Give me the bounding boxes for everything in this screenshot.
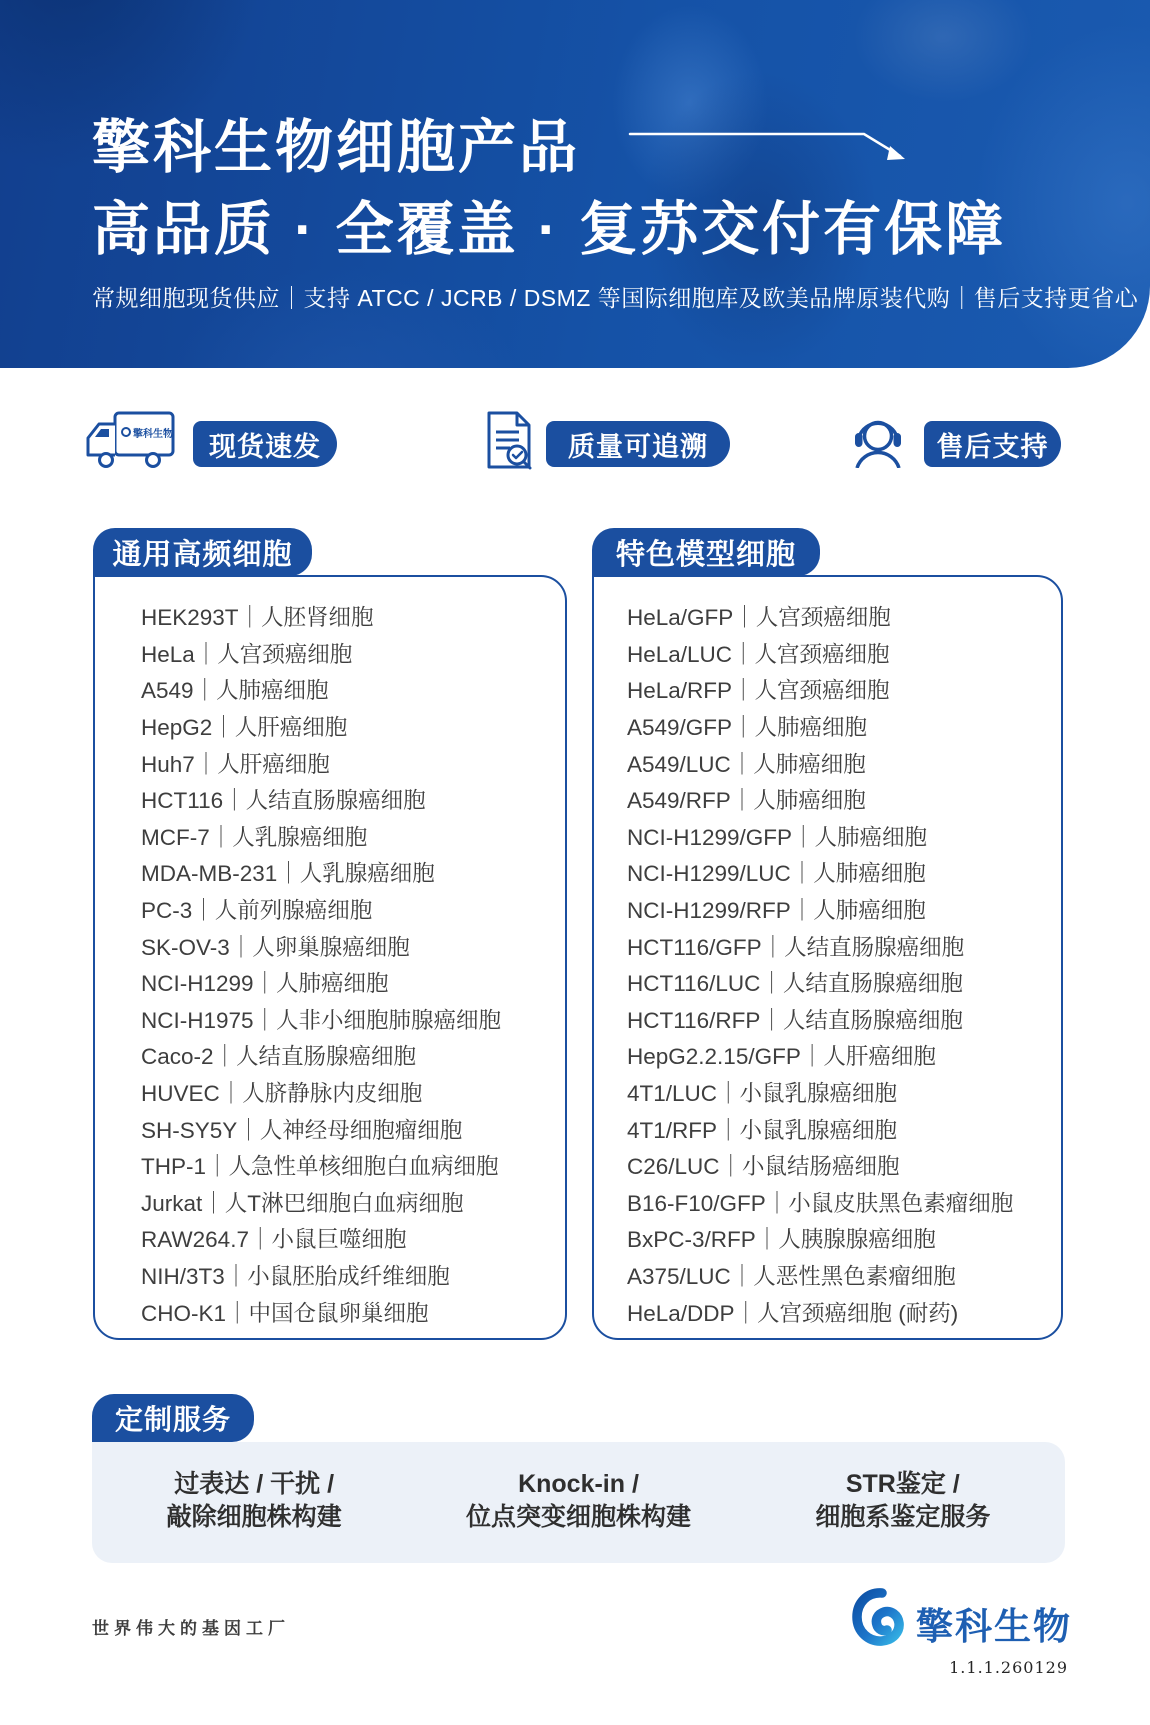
cell-list-item: NCI-H1299/GFP｜人肺癌细胞: [627, 824, 928, 850]
service-overexpression: [92, 1442, 416, 1563]
cell-list-item: MCF-7｜人乳腺癌细胞: [141, 824, 368, 850]
cell-list-item: HeLa/GFP｜人宫颈癌细胞: [627, 605, 891, 631]
service-line: 位点突变细胞株构建: [465, 1503, 691, 1531]
cell-list-item: PC-3｜人前列腺癌细胞: [141, 898, 373, 924]
cell-list-item: NCI-H1299/LUC｜人肺癌细胞: [627, 861, 926, 887]
cell-list-item: HEK293T｜人胚肾细胞: [141, 605, 374, 631]
cell-list-item: NCI-H1299｜人肺癌细胞: [141, 971, 389, 997]
cell-list-item: HUVEC｜人脐静脉内皮细胞: [141, 1081, 423, 1107]
footer-slogan: 世界伟大的基因工厂: [92, 1619, 290, 1638]
service-knockin: [416, 1442, 740, 1563]
brand-logo-icon: [851, 1588, 909, 1646]
feature-badge-quality: 质量可追溯: [546, 421, 730, 467]
cell-list-item: 4T1/RFP｜小鼠乳腺癌细胞: [627, 1117, 898, 1143]
feature-badge-stock: 现货速发: [193, 421, 337, 467]
page-title-line2: 高品质 · 全覆盖 · 复苏交付有保障: [92, 197, 1007, 262]
cell-list-item: A549/RFP｜人肺癌细胞: [627, 788, 866, 814]
cell-list-item: A375/LUC｜人恶性黑色素瘤细胞: [627, 1263, 956, 1289]
service-str: [741, 1442, 1065, 1563]
version-number: 1.1.1.260129: [949, 1658, 1068, 1677]
general-cells-list: [93, 575, 567, 1340]
cell-list-item: NCI-H1299/RFP｜人肺癌细胞: [627, 898, 926, 924]
cell-list-item: CHO-K1｜中国仓鼠卵巢细胞: [141, 1300, 429, 1326]
cell-list-item: NIH/3T3｜小鼠胚胎成纤维细胞: [141, 1263, 450, 1289]
header-banner: [0, 0, 1150, 368]
cell-list-item: Huh7｜人肝癌细胞: [141, 751, 330, 777]
cell-list-item: B16-F10/GFP｜小鼠皮肤黑色素瘤细胞: [627, 1190, 1014, 1216]
cell-list-item: HeLa/DDP｜人宫颈癌细胞 (耐药): [627, 1300, 959, 1326]
cell-list-item: A549/LUC｜人肺癌细胞: [627, 751, 866, 777]
cell-list-item: HCT116｜人结直肠腺癌细胞: [141, 788, 426, 814]
header-subtitle: 常规细胞现货供应｜支持 ATCC / JCRB / DSMZ 等国际细胞库及欧美品牌原装代购｜售后支持更省心: [92, 285, 1139, 311]
tab-custom-services: 定制服务: [92, 1394, 254, 1442]
cell-list-item: 4T1/LUC｜小鼠乳腺癌细胞: [627, 1081, 898, 1107]
truck-logo-text: 擎科生物: [133, 429, 173, 440]
custom-services-panel: [92, 1442, 1065, 1563]
cell-list-item: HepG2.2.15/GFP｜人肝癌细胞: [627, 1044, 936, 1070]
cell-list-item: MDA-MB-231｜人乳腺癌细胞: [141, 861, 435, 887]
service-line: 敲除细胞株构建: [166, 1503, 342, 1531]
cell-list-item: HeLa/LUC｜人宫颈癌细胞: [627, 641, 890, 667]
tab-general-cells: 通用高频细胞: [93, 528, 312, 576]
service-line: STR鉴定 /: [845, 1470, 960, 1498]
service-line: 过表达 / 干扰 /: [174, 1470, 335, 1498]
cell-list-item: HeLa/RFP｜人宫颈癌细胞: [627, 678, 890, 704]
cell-list-item: C26/LUC｜小鼠结肠癌细胞: [627, 1154, 900, 1180]
brand-name: 擎科生物: [916, 1606, 1072, 1647]
cell-list-item: HCT116/RFP｜人结直肠腺癌细胞: [627, 1007, 963, 1033]
cell-list-item: HepG2｜人肝癌细胞: [141, 715, 348, 741]
quality-document-icon: [486, 410, 532, 470]
headset-icon: [850, 412, 906, 468]
cell-list-item: BxPC-3/RFP｜人胰腺腺癌细胞: [627, 1227, 936, 1253]
page-title-line1: 擎科生物细胞产品: [92, 115, 581, 180]
cell-list-item: RAW264.7｜小鼠巨噬细胞: [141, 1227, 407, 1253]
tab-special-cells: 特色模型细胞: [592, 528, 820, 576]
cell-list-item: HCT116/GFP｜人结直肠腺癌细胞: [627, 934, 965, 960]
service-line: 细胞系鉴定服务: [815, 1503, 991, 1531]
cell-list-item: HeLa｜人宫颈癌细胞: [141, 641, 353, 667]
cell-list-item: SK-OV-3｜人卵巢腺癌细胞: [141, 934, 410, 960]
cell-list-item: A549｜人肺癌细胞: [141, 678, 329, 704]
cell-list-item: NCI-H1975｜人非小细胞肺腺癌细胞: [141, 1007, 502, 1033]
service-line: Knock-in /: [518, 1470, 639, 1498]
cell-list-item: THP-1｜人急性单核细胞白血病细胞: [141, 1154, 499, 1180]
special-cells-list: [592, 575, 1063, 1340]
cell-list-item: HCT116/LUC｜人结直肠腺癌细胞: [627, 971, 963, 997]
cell-list-item: A549/GFP｜人肺癌细胞: [627, 715, 868, 741]
feature-badge-support: 售后支持: [924, 421, 1061, 467]
truck-icon: [84, 410, 178, 470]
cell-list-item: Caco-2｜人结直肠腺癌细胞: [141, 1044, 417, 1070]
cell-list-item: Jurkat｜人T淋巴细胞白血病细胞: [141, 1190, 464, 1216]
title-arrow-icon: [628, 118, 918, 168]
cell-list-item: SH-SY5Y｜人神经母细胞瘤细胞: [141, 1117, 463, 1143]
